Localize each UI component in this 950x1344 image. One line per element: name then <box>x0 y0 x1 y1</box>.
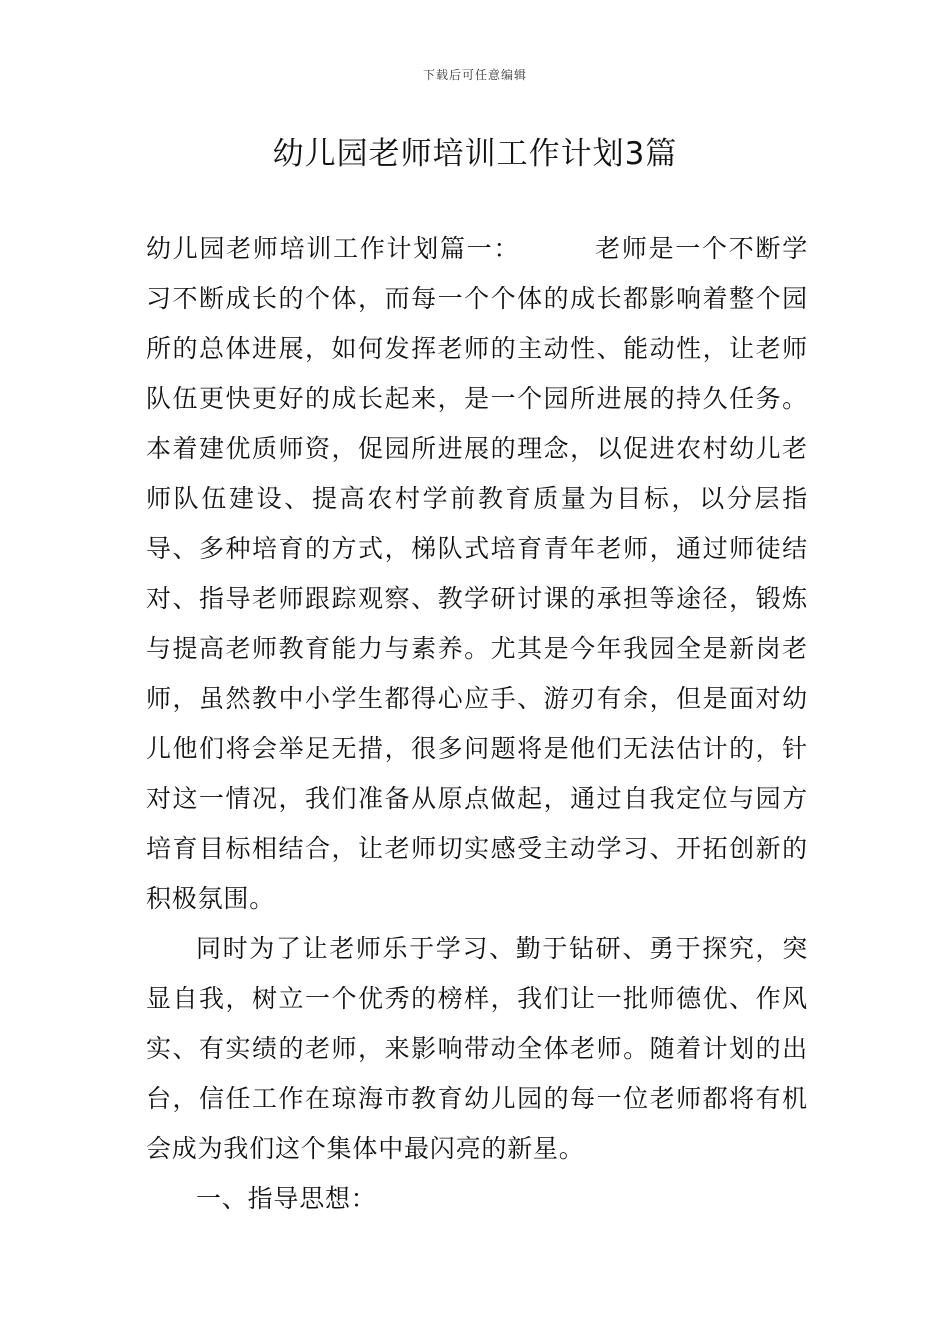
intro-label: 幼儿园老师培训工作计划篇一： <box>146 234 521 263</box>
document-title: 幼儿园老师培训工作计划3篇 <box>272 136 678 172</box>
intro-paragraph <box>146 224 808 924</box>
document-body <box>146 224 808 1224</box>
header-note: 下载后可任意编辑 <box>422 68 527 82</box>
section-heading: 一、指导思想： <box>196 1184 377 1213</box>
intro-text: 老师是一个不断学习不断成长的个体，而每一个个体的成长都影响着整个园所的总体进展，如何发挥老师的主动性、能动性，让老师队伍更快更好的成长起来，是一个园所进展的持久任务。本着建优质师资，促园所进展的理念，以促进农村幼儿老师队伍建设、提高农村学前教育质量为目标，以分层指导、多种培育的方式，梯队式培育青年老师，通过师徒结对、指导老师跟踪观察、教学研讨课的承担等途径，锻炼与提高老师教育能力与素养。尤其是今年我园全是新岗老师，虽然教中小学生都得心应手、游刃有余，但是面对幼儿他们将会举足无措，很多问题将是他们无法估计的，针对这一情况，我们准备从原点做起，通过自我定位与园方培育目标相结合，让老师切实感受主动学习、开拓创新的积极氛围。 <box>146 234 809 913</box>
paragraph-2: 同时为了让老师乐于学习、勤于钻研、勇于探究，突显自我，树立一个优秀的榜样，我们让一批师德优、作风实、有实绩的老师，来影响带动全体老师。随着计划的出台，信任工作在琼海市教育幼儿园的每一位老师都将有机会成为我们这个集体中最闪亮的新星。 <box>146 934 808 1163</box>
